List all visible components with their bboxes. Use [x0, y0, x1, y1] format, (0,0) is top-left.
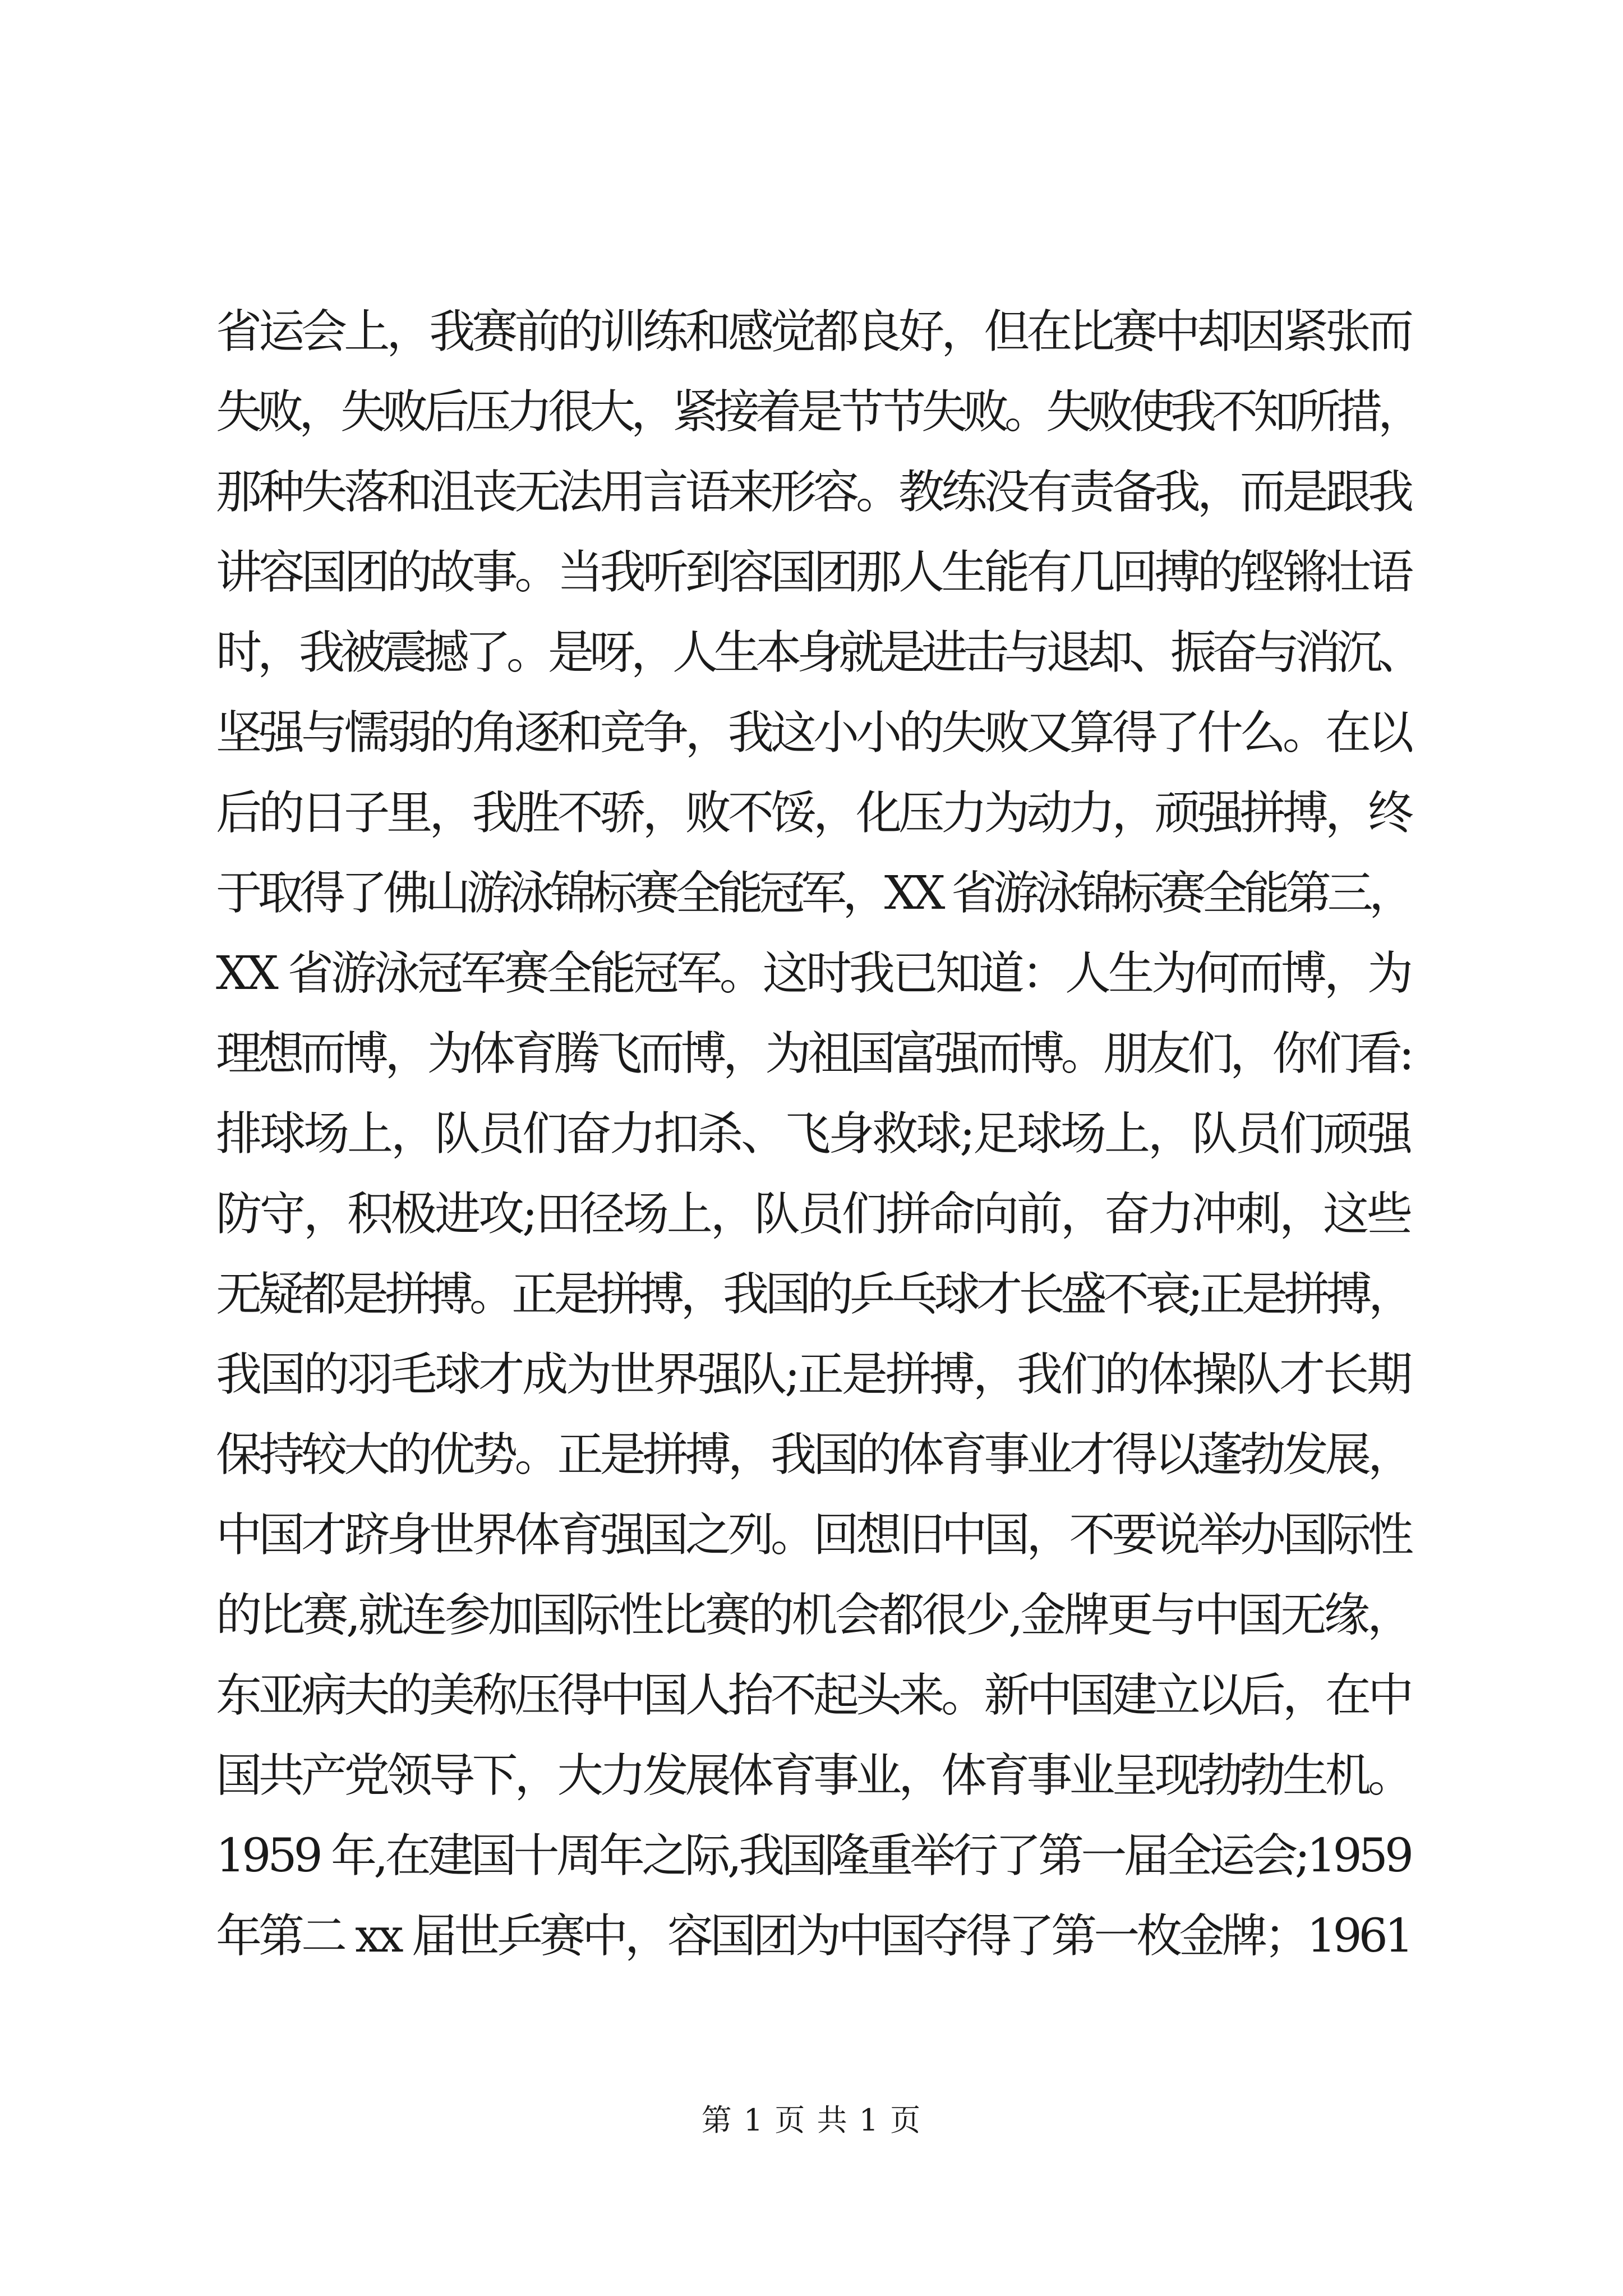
- text-line: 失败，失败后压力很大，紧接着是节节失败。失败使我不知所措，: [216, 385, 1420, 439]
- body-text: [216, 292, 1420, 1976]
- text-line: 时，我被震撼了。是呀，人生本身就是进击与退却、振奋与消沉、: [216, 626, 1420, 679]
- page-footer: 第 1 页 共 1 页: [701, 2102, 922, 2138]
- text-line: 防守，积极进攻;田径场上，队员们拼命向前，奋力冲刺，这些: [216, 1188, 1410, 1241]
- text-line: 保持较大的优势。正是拼搏，我国的体育事业才得以蓬勃发展，: [216, 1428, 1410, 1481]
- text-line: 那种失落和沮丧无法用言语来形容。教练没有责备我，而是跟我: [216, 466, 1410, 519]
- text-line: 讲容国团的故事。当我听到容国团那人生能有几回搏的铿锵壮语: [216, 546, 1410, 599]
- text-line: 年第二 xx 届世乒赛中，容国团为中国夺得了第一枚金牌；1961: [216, 1910, 1410, 1963]
- text-line: 无疑都是拼搏。正是拼搏，我国的乒乓球才长盛不衰;正是拼搏，: [216, 1268, 1410, 1321]
- text-line: 省运会上，我赛前的训练和感觉都良好，但在比赛中却因紧张而: [216, 305, 1410, 358]
- text-line: 排球场上，队员们奋力扣杀、飞身救球;足球场上，队员们顽强: [216, 1107, 1410, 1161]
- text-line: 于取得了佛山游泳锦标赛全能冠军，XX 省游泳锦标赛全能第三，: [216, 867, 1410, 920]
- text-line: XX 省游泳冠军赛全能冠军。这时我已知道：人生为何而博，为: [216, 947, 1410, 1000]
- text-line: 坚强与懦弱的角逐和竞争，我这小小的失败又算得了什么。在以: [216, 706, 1410, 760]
- text-line: 中国才跻身世界体育强国之列。回想旧中国，不要说举办国际性: [216, 1508, 1410, 1562]
- text-line: 我国的羽毛球才成为世界强队;正是拼搏，我们的体操队才长期: [216, 1348, 1410, 1401]
- text-line: 1959 年,在建国十周年之际,我国隆重举行了第一届全运会;1959: [216, 1829, 1410, 1883]
- text-line: 的比赛,就连参加国际性比赛的机会都很少,金牌更与中国无缘，: [216, 1589, 1410, 1642]
- text-line: 理想而博，为体育腾飞而博，为祖国富强而博。朋友们，你们看:: [216, 1027, 1410, 1080]
- text-line: 国共产党领导下，大力发展体育事业，体育事业呈现勃勃生机。: [216, 1749, 1410, 1802]
- text-line: 后的日子里，我胜不骄，败不馁，化压力为动力，顽强拼搏，终: [216, 786, 1410, 840]
- text-line: 东亚病夫的美称压得中国人抬不起头来。新中国建立以后，在中: [216, 1669, 1410, 1722]
